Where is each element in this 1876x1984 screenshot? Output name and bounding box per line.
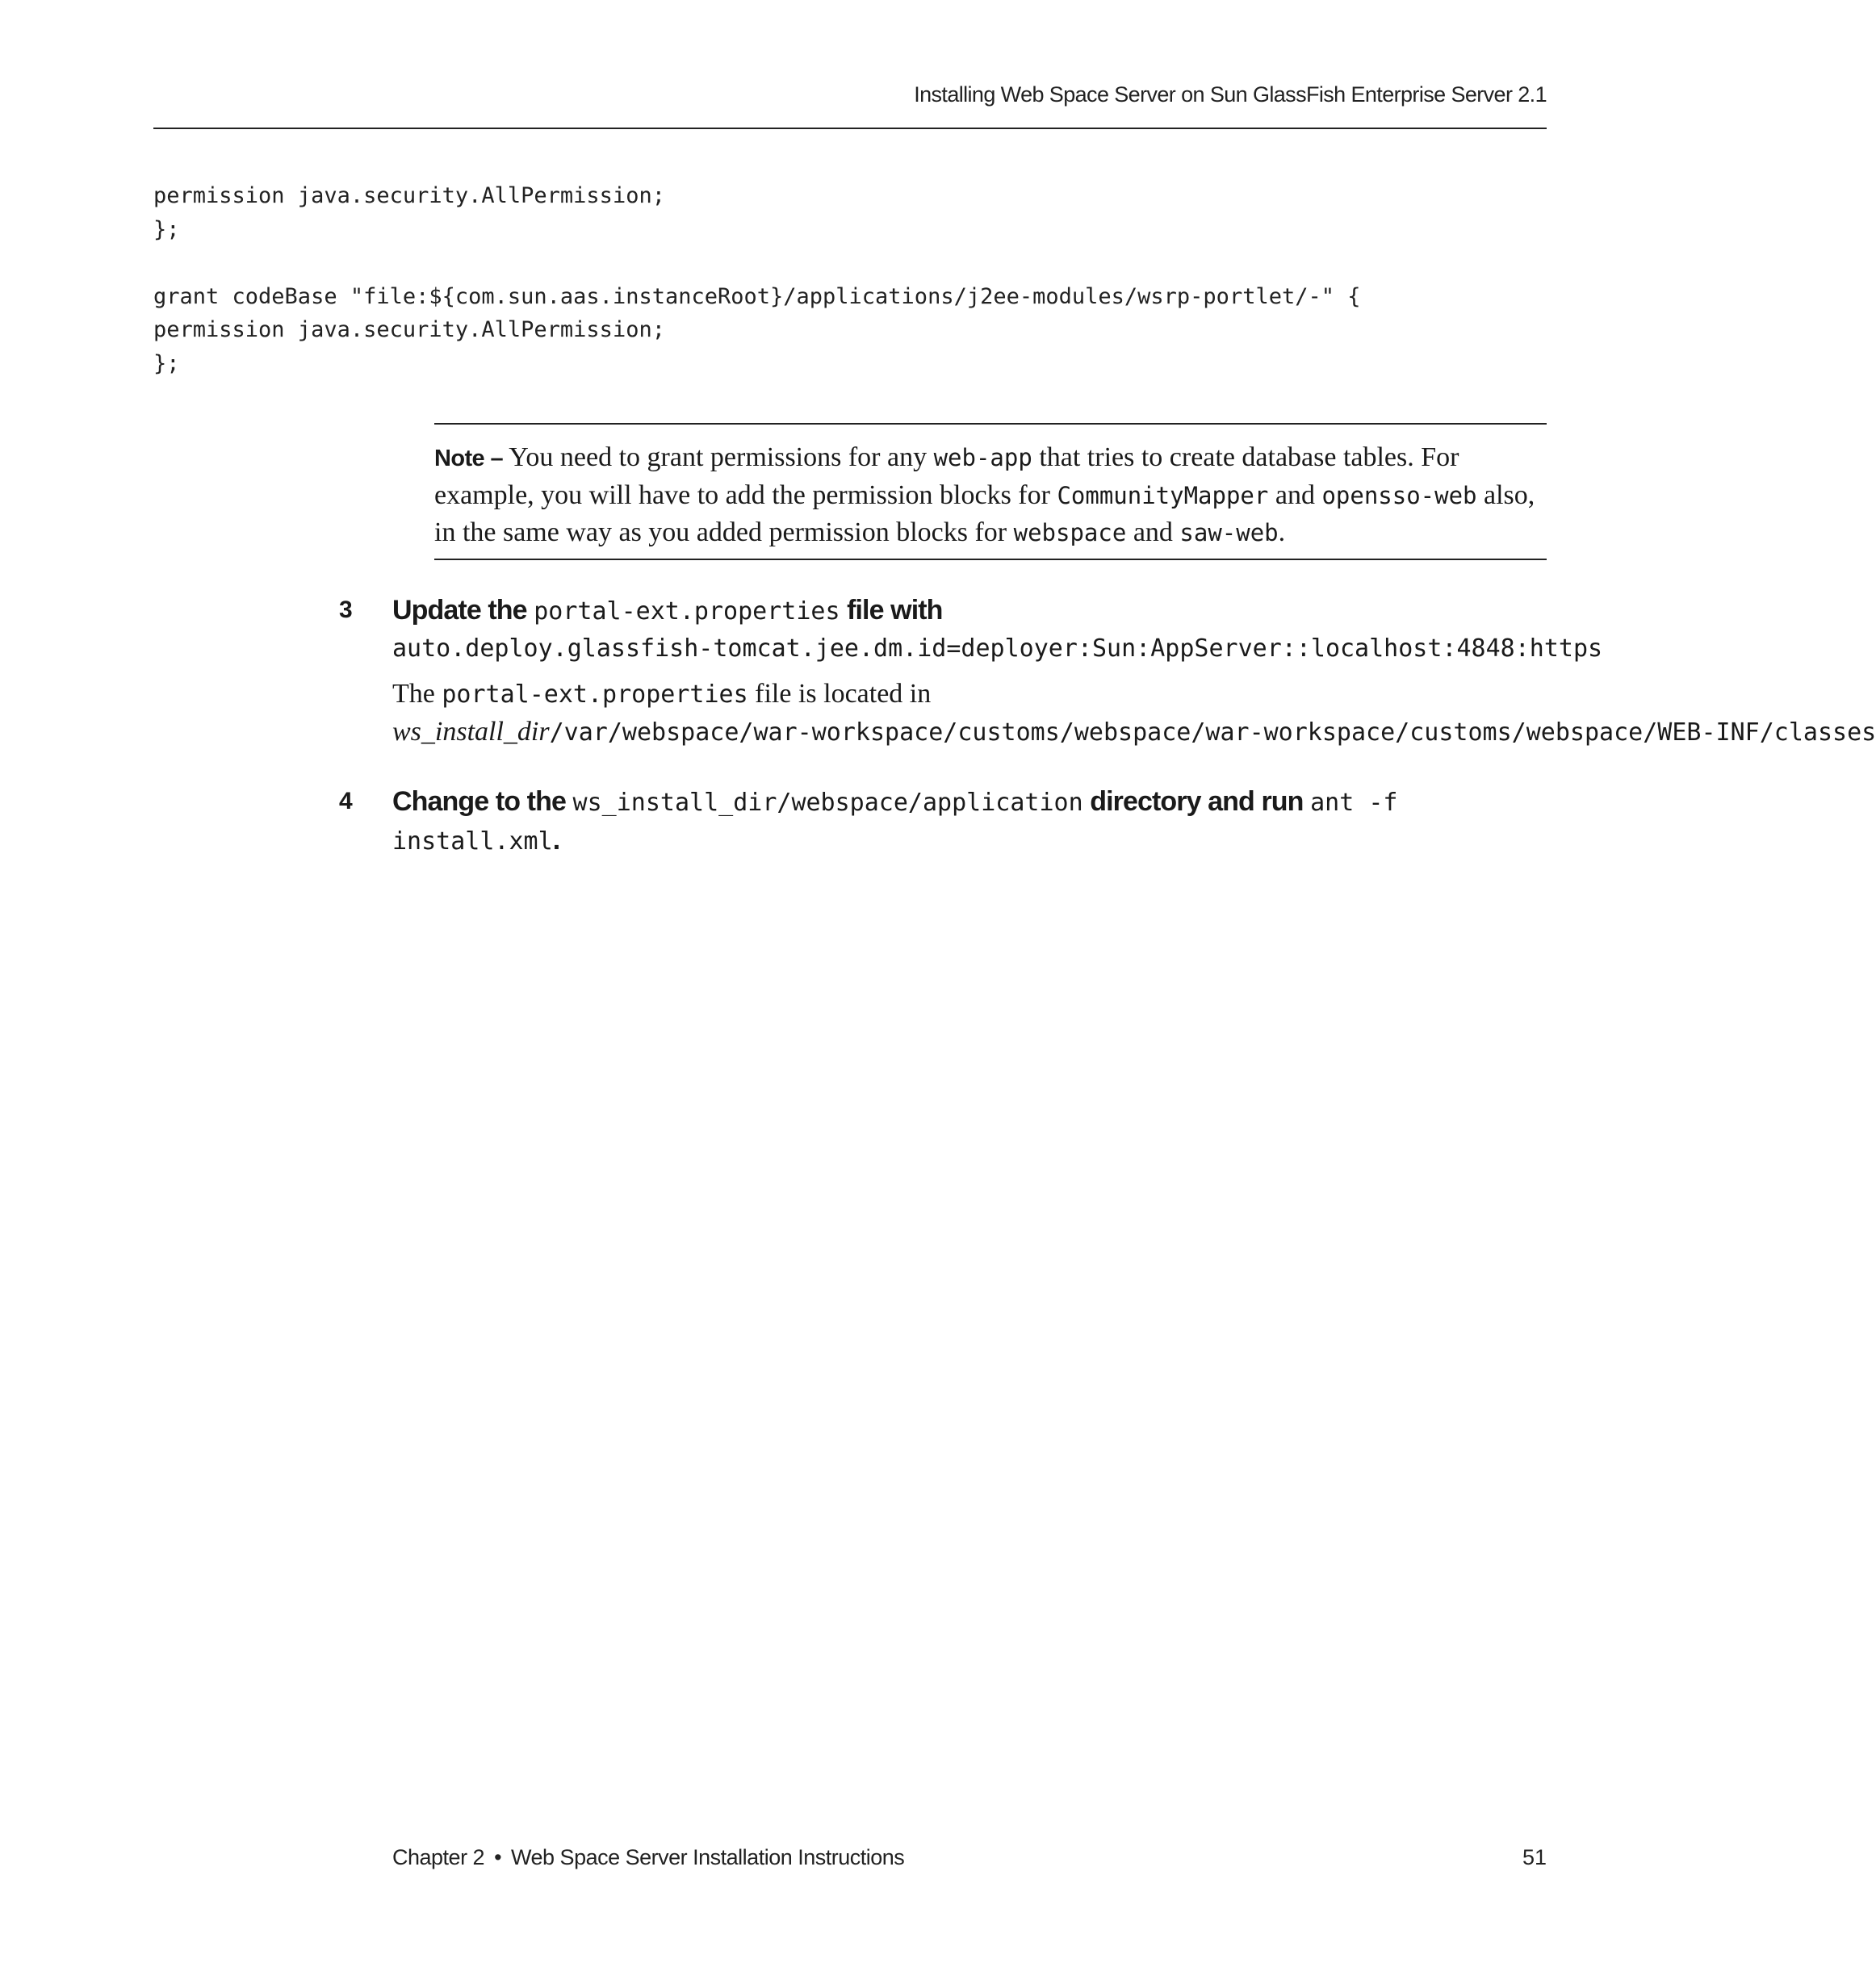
step-body [392, 592, 1876, 751]
note-text: . [1278, 517, 1286, 547]
footer-chapter-number: Chapter 2 [392, 1845, 485, 1869]
note-text: and [1126, 517, 1180, 547]
page-header [153, 81, 1547, 129]
step-body [392, 783, 1653, 860]
note-code: opensso-web [1321, 482, 1477, 509]
note-box [434, 423, 1547, 560]
note-text: that tries to create database tables. For example, you will have to add the permission blocks for [434, 442, 1459, 510]
code-line: }; [153, 216, 180, 242]
note-code: saw-web [1179, 519, 1279, 546]
step-text: The [392, 679, 442, 709]
footer-chapter [392, 1845, 904, 1870]
header-title: Installing Web Space Server on Sun GlassFish Enterprise Server 2.1 [914, 82, 1547, 107]
step-heading-text: . [552, 825, 560, 856]
note-code: web-app [933, 444, 1032, 471]
step-path [392, 714, 1876, 751]
note-text: You need to grant permissions for any [503, 442, 934, 472]
step-heading [392, 592, 1653, 630]
step-paragraph [392, 676, 1653, 714]
step-heading-code: ws_install_dir/webspace/application [572, 789, 1083, 817]
footer-section-title: Web Space Server Installation Instructions [511, 1845, 905, 1869]
step-heading-text: directory and run [1082, 786, 1311, 817]
code-block [153, 179, 1361, 380]
note-code: webspace [1013, 519, 1127, 546]
code-line: grant codeBase "file:${com.sun.aas.instanceRoot}/applications/j2ee-modules/wsrp-portlet/-" { [153, 283, 1361, 309]
step-heading [392, 783, 1653, 822]
note-code: CommunityMapper [1057, 482, 1269, 509]
step-heading-code: portal-ext.properties [534, 597, 840, 626]
path-code: /var/webspace/war-workspace/customs/webspace/war-workspace/customs/webspace/WEB-INF/classes [549, 718, 1876, 747]
step-heading-text: Update the [392, 595, 534, 626]
step-code-line: auto.deploy.glassfish-tomcat.jee.dm.id=deployer:Sun:AppServer::localhost:4848:https [392, 634, 1603, 663]
page-number: 51 [1522, 1845, 1547, 1869]
step-heading-code: install.xml [392, 827, 553, 856]
note-text: and [1268, 480, 1322, 510]
step-code: portal-ext.properties [442, 680, 748, 709]
step-heading-continued [392, 822, 1653, 860]
step-number: 4 [339, 788, 353, 814]
code-line: permission java.security.AllPermission; [153, 317, 665, 342]
path-variable: ws_install_dir [392, 717, 550, 747]
step-number: 3 [339, 596, 353, 623]
code-line: permission java.security.AllPermission; [153, 183, 665, 208]
footer-bullet: • [494, 1845, 502, 1869]
step-text: file is located in [747, 679, 932, 709]
code-line: }; [153, 350, 180, 376]
step-heading-code: ant -f [1310, 789, 1398, 817]
step-heading-text: Change to the [392, 786, 573, 817]
note-label: Note – [434, 446, 504, 471]
note-text: also, in the same way as you added permission blocks for [434, 480, 1535, 547]
step-heading-text: file with [840, 595, 943, 626]
